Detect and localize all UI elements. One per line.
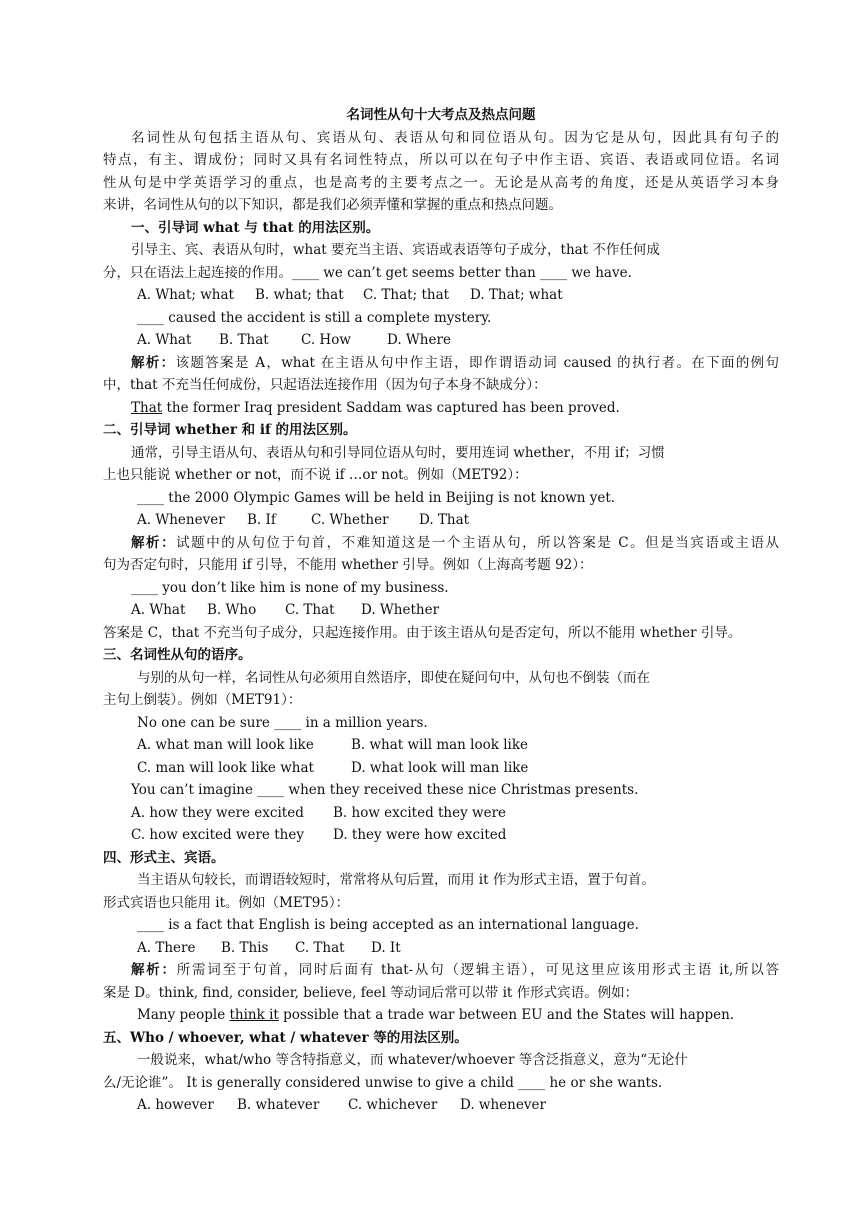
option: A. What; what [137, 287, 234, 303]
s5-q1-options [103, 1094, 779, 1117]
s2-q1-options [103, 509, 779, 532]
underlined-words: think it [229, 1007, 279, 1023]
intro-line-3: 性从句是中学英语学习的重点，也是高考的主要考点之一。无论是从高考的角度，还是从英语学习本身 [103, 174, 779, 191]
section-3-line-2: 主句上倒装）。例如（MET91）： [103, 692, 302, 708]
s2-analysis-line-1 [103, 532, 779, 555]
section-5-line-2: 么/无论谁”。 It is generally considered unwise to give a child ____ he or she wants. [103, 1074, 663, 1091]
option: D. That; what [470, 287, 563, 303]
option: B. what will man look like [351, 737, 529, 753]
analysis-text: 该题答案是 A，what 在主语从句中作主语，即作谓语动词 caused 的执行者。在下面的例句 [175, 354, 779, 371]
option: A. What [137, 332, 192, 348]
option: D. That [419, 512, 470, 528]
option: D. they were how excited [333, 827, 507, 843]
option: D. Whether [361, 602, 440, 618]
section-4-line-1: 当主语从句较长，而谓语较短时，常常将从句后置，而用 it 作为形式主语，置于句首。 [137, 872, 655, 888]
section-4-line-2: 形式宾语也只能用 it。例如（MET95）： [103, 894, 350, 911]
section-2-heading: 二、引导词 whether 和 if 的用法区别。 [103, 422, 357, 438]
s4-analysis-line-2: 案是 D。think, find, consider, believe, feel 等动词后常可以带 it 作形式宾语。例如： [103, 984, 639, 1001]
option: B. what; that [255, 287, 344, 303]
intro-line-1: 名词性从句包括主语从句、宾语从句、表语从句和同位语从句。因为它是从句，因此具有句子的 [131, 129, 779, 146]
example-text: the former Iraq president Saddam was captured has been proved. [162, 399, 620, 416]
option: D. It [371, 939, 401, 956]
section-5-heading: 五、Who / whoever, what / whatever 等的用法区别。 [103, 1029, 468, 1046]
option: B. That [219, 332, 269, 348]
s1-example [103, 397, 779, 420]
option: A. how they were excited [131, 804, 304, 821]
analysis-label: 解析： [131, 962, 177, 978]
section-2-line-1: 通常，引导主语从句、表语从句和引导同位语从句时，要用连词 whether，不用 if；习惯 [131, 444, 665, 461]
intro-line-4: 来讲，名词性从句的以下知识，都是我们必须弄懂和掌握的重点和热点问题。 [103, 197, 562, 213]
s3-question-2: You can’t imagine ____ when they received these nice Christmas presents. [131, 782, 639, 798]
s4-q1-options [103, 937, 779, 960]
s2-question-1: ____ the 2000 Olympic Games will be held in Beijing is not known yet. [137, 489, 616, 506]
s1-analysis-line-2: 中，that 不充当任何成份，只起语法连接作用（因为句子本身不缺成分）： [103, 377, 547, 393]
analysis-text: 试题中的从句位于句首，不难知道这是一个主语从句，所以答案是 C。但是当宾语或主语从 [176, 534, 779, 551]
section-3-heading: 三、名词性从句的语序。 [103, 647, 252, 663]
s4-question-1: ____ is a fact that English is being accepted as an international language. [137, 917, 639, 933]
section-1-line-1: 引导主、宾、表语从句时，what 要充当主语、宾语或表语等句子成分，that 不作任何成 [131, 242, 660, 258]
section-5-line-1: 一般说来，what/who 等含特指意义，而 whatever/whoever 等含泛指意义，意为“无论什 [137, 1052, 688, 1068]
section-1-line-2: 分，只在语法上起连接的作用。____ we can’t get seems better than ____ we have. [103, 264, 632, 281]
analysis-text: 所需词至于句首，同时后面有 that-从句（逻辑主语），可见这里应该用形式主语 it,所以答 [176, 962, 779, 978]
option: A. what man will look like [137, 737, 314, 753]
s1-analysis-line-1 [103, 352, 779, 375]
intro-line-2: 特点，有主、谓成份；同时又具有名词性特点，所以可以在句子中作主语、宾语、表语或同位语。名词 [103, 152, 779, 168]
option: C. How [301, 332, 351, 348]
option: A. There [137, 939, 196, 956]
example-text: Many people [137, 1007, 230, 1023]
option: C. That; that [363, 287, 450, 303]
s3-q2-options-ab [103, 802, 779, 825]
underlined-word: That [131, 399, 163, 416]
s1-q2-options [103, 329, 779, 352]
section-4-heading: 四、形式主、宾语。 [103, 849, 225, 866]
s3-question-1: No one can be sure ____ in a million years. [137, 714, 428, 731]
option: D. what look will man like [351, 759, 529, 776]
option: A. however [137, 1097, 214, 1113]
option: B. If [247, 512, 276, 528]
option: D. whenever [460, 1097, 546, 1113]
section-3-line-1: 与别的从句一样，名词性从句必须用自然语序，即使在疑问句中，从句也不倒装（而在 [137, 669, 650, 686]
s4-example [103, 1004, 779, 1027]
analysis-label: 解析： [131, 534, 177, 551]
s2-answer: 答案是 C，that 不充当句子成分，只起连接作用。由于该主语从句是否定句，所以不能用 whether 引导。 [103, 624, 742, 641]
section-2-line-2: 上也只能说 whether or not，而不说 if …or not。例如（MET92）： [103, 467, 528, 483]
analysis-label: 解析： [131, 354, 176, 371]
option: D. Where [387, 332, 451, 348]
page-title: 名词性从句十大考点及热点问题 [346, 107, 536, 123]
s2-question-2: ____ you don’t like him is none of my business. [131, 579, 449, 596]
option: C. how excited were they [131, 827, 304, 843]
s2-analysis-line-2: 句为否定句时，只能用 if 引导，不能用 whether 引导。例如（上海高考题 92）： [103, 557, 593, 573]
option: C. That [295, 939, 345, 956]
option: C. whichever [348, 1097, 438, 1113]
option: C. man will look like what [137, 759, 314, 776]
s3-q2-options-cd [103, 824, 779, 847]
option: A. What [131, 602, 186, 618]
s2-q2-options [103, 599, 779, 622]
option: B. This [221, 939, 269, 956]
option: C. That [285, 602, 335, 618]
s3-q1-options-ab [103, 734, 779, 757]
s1-question-2: ____ caused the accident is still a complete mystery. [137, 309, 492, 326]
option: B. Who [207, 602, 257, 618]
s1-q1-options [103, 284, 779, 307]
option: C. Whether [311, 512, 389, 528]
example-text: possible that a trade war between EU and the States will happen. [278, 1007, 735, 1023]
option: B. how excited they were [333, 804, 507, 821]
section-1-heading: 一、引导词 what 与 that 的用法区别。 [131, 219, 380, 236]
option: A. Whenever [137, 512, 225, 528]
option: B. whatever [237, 1097, 320, 1113]
document-page [103, 104, 779, 1117]
s4-analysis-line-1 [103, 959, 779, 982]
s3-q1-options-cd [103, 757, 779, 780]
